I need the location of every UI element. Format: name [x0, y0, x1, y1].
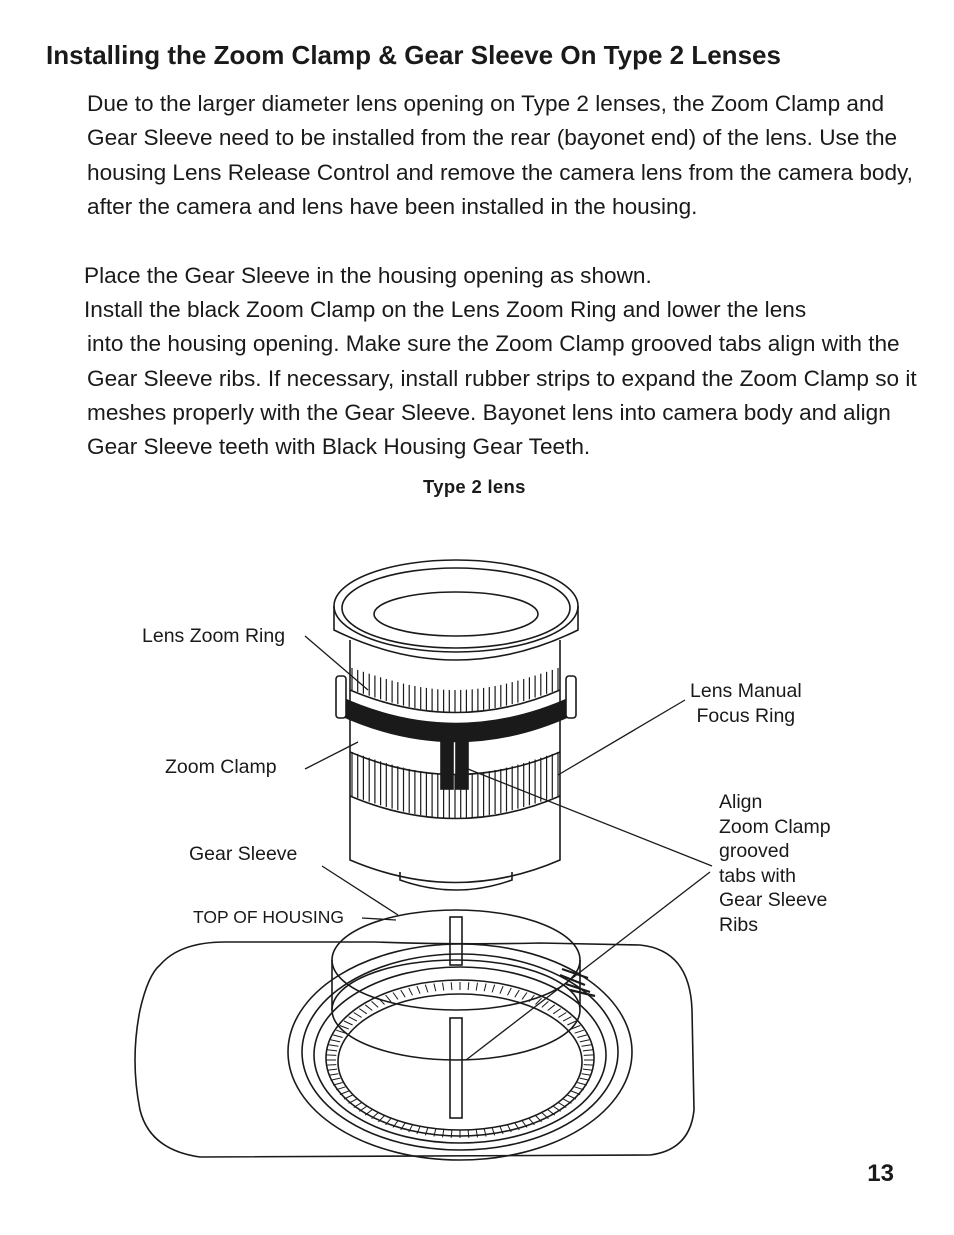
align-line: Align	[719, 791, 763, 813]
page-heading: Installing the Zoom Clamp & Gear Sleeve On Type 2 Lenses	[46, 40, 781, 70]
align-line: Ribs	[719, 913, 759, 936]
paragraph-install-zoom-clamp-rest: into the housing opening. Make sure the Zoom Clamp grooved tabs align with the Gear Sleeve ribs. If necessary, install rubber strips to expand the Zoom Clamp so it meshes properly with the Gear Sleeve. Bayonet lens into camera body and align Gear Sleeve teeth with Black Housing Gear Teeth.	[87, 331, 917, 460]
align-line: Zoom Clamp	[719, 815, 831, 838]
label-focus-line2: Focus Ring	[696, 704, 796, 727]
label-zoom-clamp: Zoom Clamp	[165, 756, 277, 778]
page-number: 13	[867, 1160, 894, 1187]
leader-lines	[305, 636, 712, 1060]
align-line: Gear Sleeve	[719, 889, 828, 911]
label-gear-sleeve: Gear Sleeve	[189, 843, 298, 865]
lens-drawing	[334, 560, 578, 890]
paragraph-rear-install: Due to the larger diameter lens opening on Type 2 lenses, the Zoom Clamp and Gear Sleeve need to be installed from the rear (bayonet end) of the lens. Use the housing Lens Release Control and remove the camera lens from the camera body, after the camera and lens have been installed in the housing.	[87, 91, 913, 219]
align-line: tabs with	[719, 864, 796, 887]
align-line: grooved	[719, 840, 790, 862]
figure-caption: Type 2 lens	[423, 476, 526, 497]
label-lens-zoom-ring: Lens Zoom Ring	[142, 625, 286, 647]
paragraph-place-gear-sleeve: Place the Gear Sleeve in the housing opening as shown.	[84, 263, 652, 288]
label-align-tabs	[719, 790, 831, 937]
label-focus-line1: Lens Manual	[690, 680, 802, 702]
label-lens-manual-focus-ring	[690, 679, 802, 728]
paragraph-install-zoom-clamp-line1: Install the black Zoom Clamp on the Lens Zoom Ring and lower the lens	[84, 297, 807, 322]
label-top-of-housing: TOP OF HOUSING	[193, 907, 345, 927]
